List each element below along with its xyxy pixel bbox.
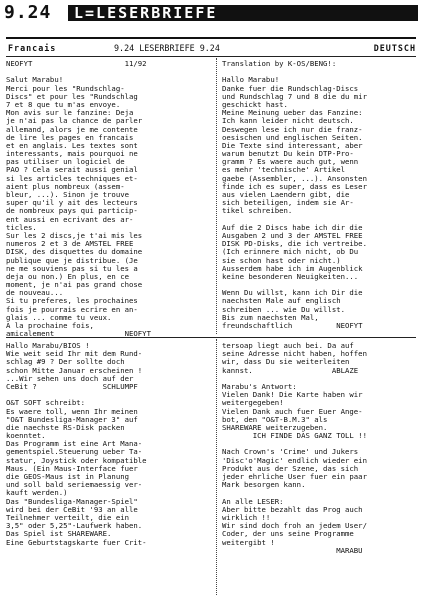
text-line: moment, je n'ai pas grand chose [6,280,143,290]
text-line: ent aussi en ecrivant des ar- [6,214,134,224]
text-line: Ausgaben 2 und 3 der AMSTEL FREE [222,230,363,240]
text-line: Danke fuer die Rundschlag-Discs [222,83,359,93]
sub-header-center: 9.24 LESERBRIEFE 9.24 [114,43,220,53]
lower-column-divider [216,339,217,595]
text-line: et en anglais. Les textes sont [6,140,138,150]
text-line: A la prochaine fois, [6,321,94,330]
text-line: Nach Crown's 'Crime' und Jukers [222,447,359,457]
text-line: ...Wir sehen uns doch auf der [6,373,134,383]
text-line: sich beteiligen, indem sie Ar- [222,198,354,208]
text-line: jeder ehrliche User fuer ein paar [222,472,367,481]
text-line: de nombreux pays qui particip- [6,206,138,216]
text-line: und soll bald seriemaessig ver- [6,480,143,490]
text-line: bleur, ...). Sinon je trouve [6,190,130,199]
letter-deutsch-translation [222,60,417,330]
text-line: Mon avis sur le fanzine: Deja [6,108,134,118]
section-number: 9.24 [4,2,52,23]
text-line: PAO ? Cela serait aussi genial [6,165,138,175]
text-line: die naechste RS-Disk packen [6,422,125,432]
text-line: Auf die 2 Discs habe ich dir die [222,222,363,232]
header-rule [6,37,416,39]
text-line: DISK, des disquettes du domaine [6,247,143,257]
text-line: tikel schreiben. [222,206,293,216]
sub-header-rule [6,56,416,57]
text-line: Das "Bundesliga-Manager-Spiel" [6,496,138,506]
text-line: Wenn Du willst, kann ich Dir die [222,288,363,298]
text-line: ticles. [6,222,37,232]
text-line: de nouveau... [6,288,64,298]
text-line: es mehr 'technische' Artikel [222,165,346,175]
text-line: naechsten Male auf englisch [222,296,341,306]
page-header [2,3,418,23]
language-right: DEUTSCH [373,43,416,53]
text-line: deja ou non.) En plus, en ce [6,271,130,281]
text-line: An alle LESER: [222,496,284,506]
text-line: glais ... comme tu veux. [6,312,112,322]
letters-lower-left [6,342,214,547]
text-line: wird bei der CeBit '93 an alle [6,504,138,514]
text-line: tersoap liegt auch bei. Da auf [222,342,354,350]
text-line: die GEOS-Maus ist in Planung [6,472,130,481]
text-line: fois je pourrais ecrire en an- [6,304,138,314]
text-line: Das Programm ist eine Art Mana- [6,439,143,449]
letter-francais [6,60,214,338]
text-line: publique que je distribue. (Je [6,255,138,265]
letters-lower-right [222,342,417,555]
text-line: Hallo Marabu/BIOS ! [6,342,90,350]
text-line: weitergegeben! [222,398,284,408]
text-line: aient plus nombreux (assem- [6,181,125,191]
text-line: CeBit ? SCHLUMPF [6,381,138,391]
text-line: Vielen Dank! Die Karte haben wir [222,390,363,400]
text-line: Das Spiel ist SHAREWARE. [6,529,112,539]
text-line: kauft werden.) [6,488,68,498]
text-line: wir, dass Du sie weiterleiten [222,357,350,367]
text-line: de lire les pages en francais [6,132,134,142]
section-title: L=LESERBRIEFE [74,4,218,22]
text-line: Maus. (Ein Maus-Interface fuer [6,463,138,473]
text-line: Marabu's Antwort: [222,381,297,391]
text-line: weitergibt ! [222,537,275,547]
section-divider [6,337,416,338]
upper-column-divider [216,58,217,334]
text-line: super qu'il y ait des lecteurs [6,198,138,208]
text-line: koenntet. [6,431,46,441]
text-line: schon Mitte Januar erscheinen ! [6,365,143,375]
text-line: Produkt aus der Szene, das sich [222,463,359,473]
text-line: freundschaftlich NEOFYT [222,321,363,330]
text-line: NEOFYT 11/92 [6,60,147,68]
text-line: Deswegen lese ich nur die franz- [222,124,363,134]
text-line: ICH FINDE DAS GANZ TOLL !! [222,431,367,441]
text-line: DISK PD-Disks, die ich vertreibe. [222,239,367,249]
text-line: wirklich !! [222,512,271,522]
text-line: seine Adresse nicht haben, hoffen [222,349,367,359]
text-line: 7 et 8 que tu m'as envoye. [6,99,121,109]
text-line: (Ich erinnere mich nicht, ob Du [222,247,359,257]
text-line: geschickt hast. [222,99,288,109]
text-line: O&T SOFT schreibt: [6,398,86,408]
text-line: Eine Geburtstagskarte fuer Crit- [6,537,147,547]
text-line: numeros 2 et 3 de AMSTEL FREE [6,239,134,249]
text-line: Salut Marabu! [6,75,64,85]
text-line: pas utiliser un logiciel de [6,157,125,167]
text-line: je n'ai pas la chance de parler [6,116,143,126]
text-line: Ausserdem habe ich im Augenblick [222,263,363,273]
sub-header [8,42,416,54]
text-line: Discs" et pour les "Rundschlag [6,91,138,101]
text-line: Mark besorgen kann. [222,480,306,490]
text-line: aus vielen Laendern gibt, die [222,190,350,199]
text-line: amicalement NEOFYT [6,329,151,339]
text-line: warum benutzt Du kein DTP-Pro- [222,149,354,159]
text-line: schlag #9 ? Der sollte doch [6,357,125,367]
text-line: Wie weit seid Ihr mit dem Rund- [6,349,143,359]
text-line: Meine Meinung ueber das Fanzine: [222,108,363,118]
text-line: sie schon hast oder nicht.) [222,255,341,265]
text-line: allemand, alors je me contente [6,124,138,134]
text-line: Sur les 2 discs,je t'ai mis les [6,230,143,240]
text-line: und Rundschlag 7 und 8 die du mir [222,91,367,101]
text-line: Aber bitte bezahlt das Prog auch [222,504,363,514]
text-line: si les articles techniques et- [6,173,138,183]
text-line: Teilnehmer verteilt, die ein [6,512,130,522]
text-line: Coder, der uns seine Programme [222,529,354,539]
text-line: keine besonderen Neuigkeiten... [222,271,359,281]
language-left: Francais [8,43,57,53]
text-line: Vielen Dank auch fuer Euer Ange- [222,406,363,416]
text-line: "O&T Bundesliga-Manager 3" auf [6,414,138,424]
text-line: 3,5" oder 5,25"-Laufwerk haben. [6,521,143,531]
text-line: oesischen und englischen Seiten. [222,132,363,142]
text-line: Hallo Marabu! [222,75,280,85]
text-line: bot, den "O&T-B.M.3" als [222,414,328,424]
text-line: Ich kann leider nicht deutsch. [222,116,354,126]
text-line: Wir sind doch froh an jedem User/ [222,521,367,531]
text-line: Merci pour les "Rundschlag- [6,83,125,93]
text-line: gramm ? Es waere auch gut, wenn [222,157,359,167]
text-line: gementspiel.Steuerung ueber Ta- [6,447,143,457]
text-line: gaebe (Assembler, ...). Ansonsten [222,173,367,183]
text-line: ne me souviens pas si tu les a [6,263,138,273]
text-line: Es waere toll, wenn Ihr meinen [6,406,138,416]
text-line: kannst. ABLAZE [222,365,359,375]
text-line: 'Disc'o'Magic' endlich wieder ein [222,455,367,465]
text-line: Si tu preferes, les prochaines [6,296,138,306]
text-line: Die Texte sind interessant, aber [222,140,363,150]
text-line: MARABU [222,545,363,555]
text-line: statur, Joystick oder kompatible [6,455,147,465]
text-line: Translation by K-OS/BENG!: [222,60,337,68]
text-line: interessants, mais pourquoi ne [6,149,138,159]
text-line: Bis zum naechsten Mal, [222,312,319,322]
text-line: SHAREWARE weiterzugeben. [222,422,328,432]
text-line: schreiben ... wie Du willst. [222,304,346,314]
text-line: finde ich es super, dass es Leser [222,181,367,191]
